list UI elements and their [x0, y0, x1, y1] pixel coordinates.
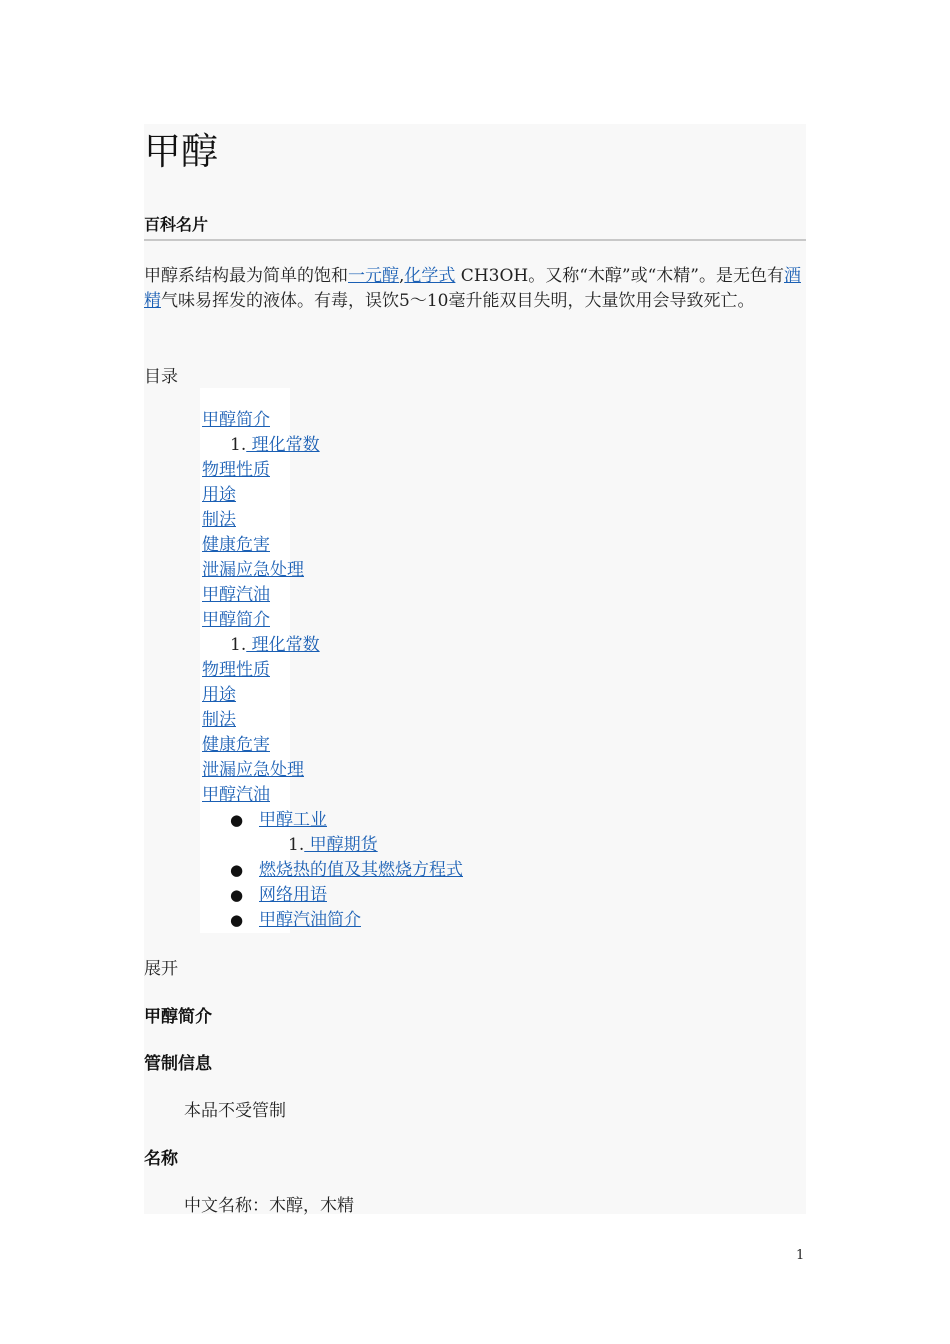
toc-subitem[interactable] — [230, 433, 320, 458]
toc-link[interactable]: 甲醇简介 — [202, 410, 270, 430]
divider — [144, 239, 806, 241]
toc-item[interactable] — [202, 683, 236, 708]
toc-link[interactable]: 用途 — [202, 685, 236, 705]
intro-text: CH3OH。又称“木醇”或“木精”。是无色有 — [455, 266, 784, 286]
subsection-text: 中文名称：木醇，木精 — [184, 1196, 354, 1216]
article-content — [144, 124, 806, 1214]
toc-link[interactable]: 健康危害 — [202, 535, 270, 555]
intro-text: , — [399, 266, 405, 286]
toc-item[interactable] — [202, 408, 270, 433]
toc-item[interactable] — [202, 558, 304, 583]
bullet-icon: ● — [230, 886, 244, 904]
subsection-text: 本品不受管制 — [184, 1101, 286, 1121]
toc-link[interactable]: 理化常数 — [246, 435, 320, 455]
toc-title: 目录 — [144, 367, 178, 387]
toc-item[interactable] — [259, 808, 327, 833]
toc-item[interactable] — [202, 583, 270, 608]
toc-item[interactable] — [259, 858, 463, 883]
toc-link[interactable]: 甲醇汽油 — [202, 785, 270, 805]
bullet-icon: ● — [230, 861, 244, 879]
toc-link[interactable]: 制法 — [202, 510, 236, 530]
toc-subitem[interactable] — [230, 633, 320, 658]
toc-item[interactable] — [259, 908, 361, 933]
toc-item[interactable] — [202, 783, 270, 808]
toc-number: 1. — [230, 635, 247, 655]
toc-link[interactable]: 物理性质 — [202, 660, 270, 680]
toc-link[interactable]: 燃烧热的值及其燃烧方程式 — [259, 860, 463, 880]
toc-item[interactable] — [202, 483, 236, 508]
bullet-icon: ● — [230, 811, 244, 829]
toc-item[interactable] — [202, 533, 270, 558]
toc-item[interactable] — [202, 608, 270, 633]
link-alcohol[interactable]: 酒精 — [144, 266, 801, 311]
toc-subitem[interactable] — [288, 833, 378, 858]
subsection-heading: 名称 — [144, 1149, 178, 1169]
intro-text: 气味易挥发的液体。有毒，误饮5～10毫升能双目失明，大量饮用会导致死亡。 — [161, 291, 755, 311]
link-chemical-formula[interactable]: 化学式 — [404, 266, 456, 286]
toc-item[interactable] — [202, 458, 270, 483]
toc-link[interactable]: 甲醇简介 — [202, 610, 270, 630]
toc-link[interactable]: 制法 — [202, 710, 236, 730]
link-monohydric-alcohol[interactable]: 一元醇 — [348, 266, 399, 286]
toc-link[interactable]: 物理性质 — [202, 460, 270, 480]
toc-item[interactable] — [202, 658, 270, 683]
toc-link[interactable]: 甲醇汽油 — [202, 585, 270, 605]
intro-paragraph — [144, 264, 806, 314]
section-heading: 甲醇简介 — [144, 1007, 212, 1027]
toc-item[interactable] — [202, 733, 270, 758]
page-title: 甲醇 — [144, 130, 218, 173]
bullet-icon: ● — [230, 911, 244, 929]
toc-link[interactable]: 甲醇期货 — [304, 835, 378, 855]
toc-link[interactable]: 甲醇汽油简介 — [259, 910, 361, 930]
toc-item[interactable] — [202, 758, 304, 783]
toc-item[interactable] — [259, 883, 327, 908]
card-label: 百科名片 — [144, 215, 209, 234]
intro-text: 甲醇系结构最为简单的饱和 — [144, 266, 348, 286]
toc-link[interactable]: 健康危害 — [202, 735, 270, 755]
expand-toggle[interactable]: 展开 — [144, 959, 178, 979]
toc-number: 1. — [230, 435, 247, 455]
subsection-heading: 管制信息 — [144, 1054, 212, 1074]
toc-number: 1. — [288, 835, 305, 855]
toc-link[interactable]: 理化常数 — [246, 635, 320, 655]
toc-link[interactable]: 网络用语 — [259, 885, 327, 905]
toc-item[interactable] — [202, 508, 236, 533]
toc-item[interactable] — [202, 708, 236, 733]
toc-link[interactable]: 甲醇工业 — [259, 810, 327, 830]
toc-link[interactable]: 用途 — [202, 485, 236, 505]
toc-link[interactable]: 泄漏应急处理 — [202, 760, 304, 780]
page-number: 1 — [796, 1248, 805, 1263]
toc-link[interactable]: 泄漏应急处理 — [202, 560, 304, 580]
